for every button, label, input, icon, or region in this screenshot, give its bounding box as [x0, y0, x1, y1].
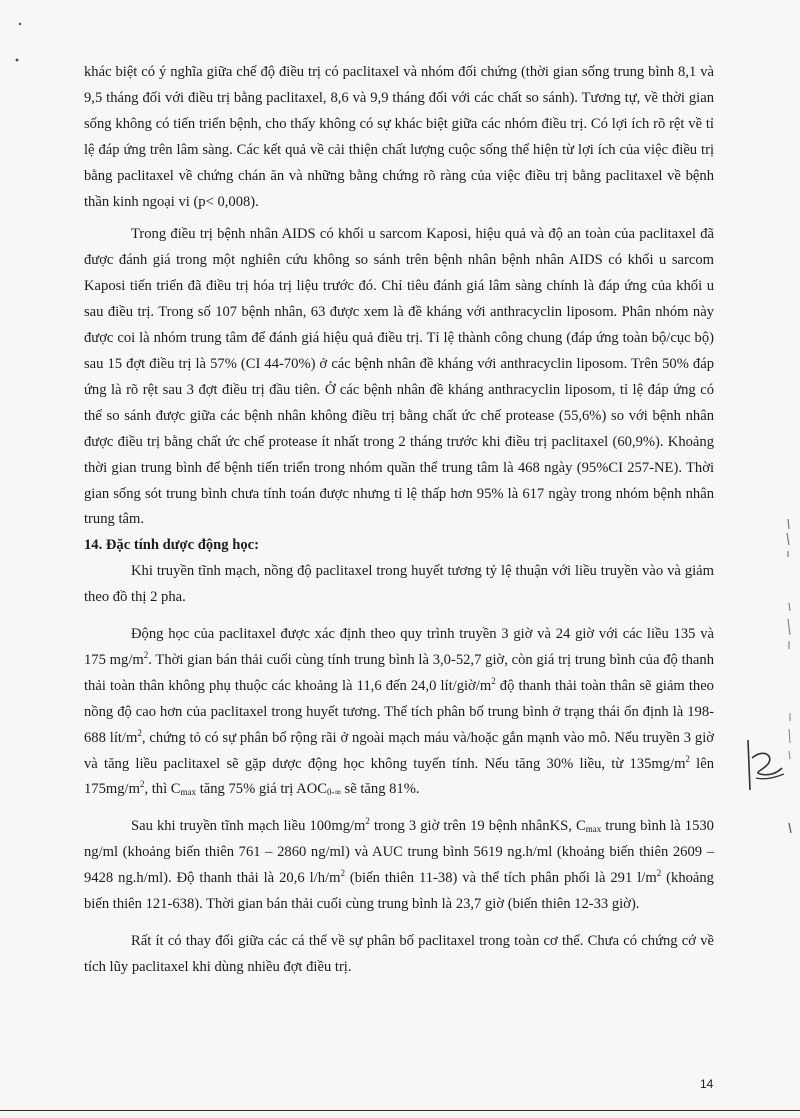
paragraph-iv-infusion: Khi truyền tĩnh mạch, nồng độ paclitaxel trong huyết tương tỷ lệ thuận với liều truyền vào và giảm theo đồ thị 2 pha. — [84, 563, 714, 606]
bottom-rule — [0, 1110, 800, 1111]
section-heading-pharmacokinetics: 14. Đặc tính dược động học: — [84, 537, 259, 554]
paragraph-100mg-infusion: Sau khi truyền tĩnh mạch liều $100mg/m^2$ trong 3 giờ trên 19 bệnh nhânKS, $C_{max}$ trung bình là 1530 ng/ml (khoảng biến thiên 761 – 2860 ng/ml) và AUC trung bình 5619 ng.h/ml (khoảng biến thiên 2609 – 9428 ng.h/ml). Độ thanh thải là 20,6 $l/h/m^2$ (biến thiên 11-38) và thể tích phân phối là 291 $l/m^2$ (khoảng biến thiên 121-638). Thời gian bán thải cuối cùng trung bình là 23,7 giờ (biến thiên 12-33 giờ). — [84, 816, 714, 913]
scan-speck — [14, 20, 26, 64]
body-text — [84, 60, 714, 981]
paragraph-distribution-variability: Rất ít có thay đổi giữa các cá thể về sự phân bố paclitaxel trong toàn cơ thể. Chưa có chứng cớ về tích lũy paclitaxel khi dùng nhiều đợt điều trị. — [84, 933, 714, 975]
handwritten-initial-icon — [738, 738, 788, 794]
page-number: 14 — [700, 1077, 714, 1091]
paragraph-kinetics: Động học của paclitaxel được xác định theo quy trình truyền 3 giờ và 24 giờ với các liều 135 và 175 $mg/m^2$. Thời gian bán thải cuối cùng tính trung bình là 3,0-52,7 giờ, còn giá trị trung bình của độ thanh thải toàn thân không phụ thuộc các khoảng là 11,6 đến 24,0 lít/$giờ/m^2$ độ thanh thải toàn thân sẽ giảm theo nồng độ cao hơn của paclitaxel trong huyết tương. Thể tích phân bố trung bình ở trạng thái ổn định là 198-688 lít/$m^2$, chứng tỏ có sự phân bố rộng rãi ở ngoài mạch máu và/hoặc gắn mạnh vào mô. Nếu truyền 3 giờ và tăng liều paclitaxel sẽ gặp dược động học không tuyến tính. Nếu tăng 30% liều, từ $135mg/m^2$ lên $175mg/m^2$, thì $C_{max}$ tăng 75% giá trị $AOC_{0-\infty}$ sẽ tăng 81%. — [84, 626, 715, 798]
paragraph-aids-kaposi: Trong điều trị bệnh nhân AIDS có khối u sarcom Kaposi, hiệu quả và độ an toàn của paclitaxel đã được đánh giá trong một nghiên cứu không so sánh trên bệnh nhân bệnh nhân AIDS có khối u sarcom Kaposi tiến triển đã điều trị hóa trị liệu trước đó. Chỉ tiêu đánh giá lâm sàng chính là đáp ứng của khối u sau điều trị. Trong số 107 bệnh nhân, 63 được xem là đề kháng với anthracyclin liposom. Phân nhóm này được coi là nhóm trung tâm để đánh giá hiệu quả điều trị. Tỉ lệ thành công chung (đáp ứng toàn bộ/cục bộ) sau 15 đợt điều trị là 57% (CI 44-70%) ở các bệnh nhân đề kháng với anthracyclin liposom. Trên 50% đáp ứng là rõ rệt sau 3 đợt điều trị đầu tiên. Ở các bệnh nhân đề kháng anthracyclin liposom, tỉ lệ đáp ứng có thể so sánh được giữa các bệnh nhân không điều trị bằng chất ức chế protease (55,6%) so với bệnh nhân được điều trị bằng chất ức chế protease ít nhất trong 2 tháng trước khi điều trị paclitaxel (60,9%). Khoảng thời gian trung bình để bệnh tiến triển trong nhóm quần thể trung tâm là 468 ngày (95%CI 257-NE). Thời gian sống sót trung bình chưa tính toán được nhưng tỉ lệ thấp hơn 95% là 617 ngày trong nhóm bệnh nhân trung tâm. — [84, 226, 714, 528]
margin-scan-marks — [780, 515, 798, 845]
paragraph-efficacy-comparison: khác biệt có ý nghĩa giữa chế độ điều trị có paclitaxel và nhóm đối chứng (thời gian sống trung bình 8,1 và 9,5 tháng đối với điều trị bằng paclitaxel, 8,6 và 9,9 tháng đối với các chất so sánh). Tương tự, về thời gian sống không có tiến triển bệnh, cho thấy không có sự khác biệt giữa các nhóm điều trị. Có lợi ích rõ rệt về tỉ lệ đáp ứng trên lâm sàng. Các kết quả về cải thiện chất lượng cuộc sống thể hiện từ lợi ích của việc điều trị bằng paclitaxel về chứng chán ăn và những bằng chứng rõ ràng của việc điều trị bằng paclitaxel về bệnh thần kinh ngoại vi (p< 0,008). — [84, 64, 714, 210]
